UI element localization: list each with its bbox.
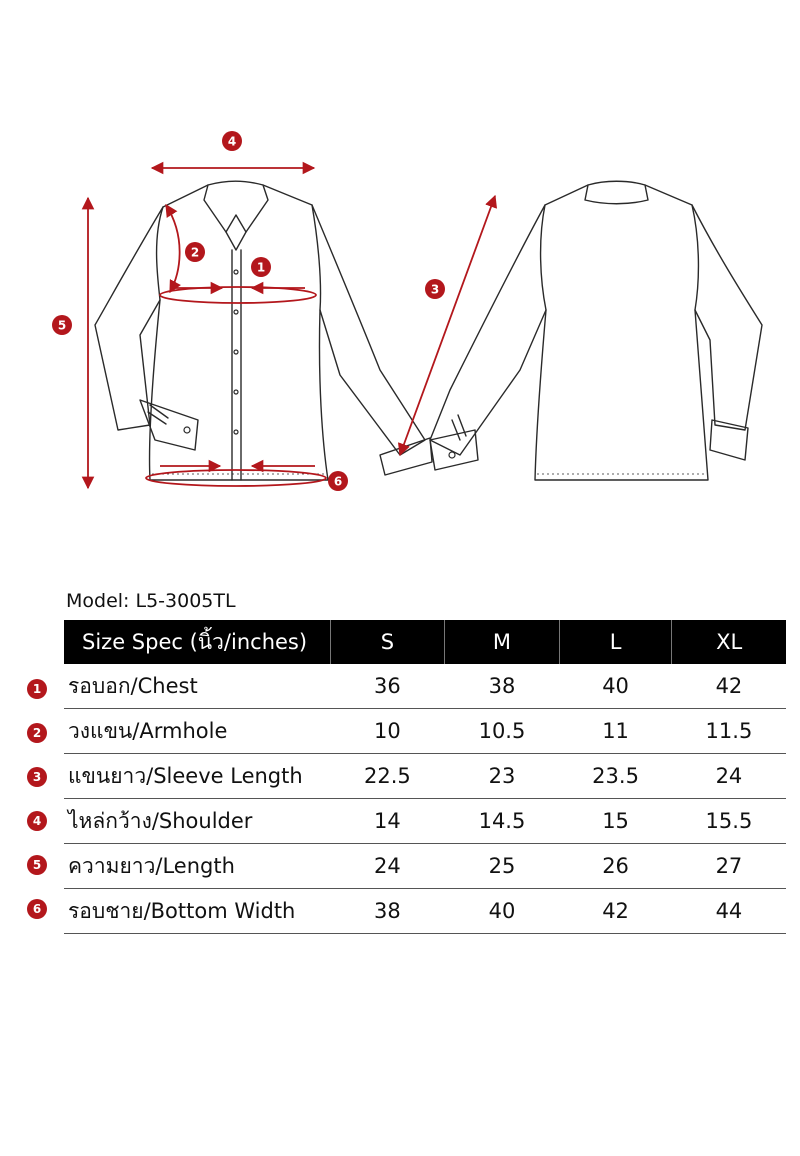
cell-value: 25: [445, 844, 560, 889]
front-left-sleeve: [95, 207, 163, 430]
row-marker-badge-3: 3: [27, 767, 47, 787]
shirt-measurement-diagram: [0, 0, 800, 520]
row-label: รอบอก/Chest: [64, 664, 330, 709]
marker-badge-1: [251, 257, 271, 277]
cell-value: 38: [445, 664, 560, 709]
marker-badge-2: [185, 242, 205, 262]
marker-badge-6: [328, 471, 348, 491]
armhole-curve: [166, 205, 180, 292]
cell-value: 23: [445, 754, 560, 799]
cell-value: 14: [330, 799, 445, 844]
cell-value: 40: [445, 889, 560, 934]
size-header-s: S: [330, 620, 445, 664]
size-header-l: L: [559, 620, 672, 664]
size-spec-table: [64, 620, 786, 934]
row-label: รอบชาย/Bottom Width: [64, 889, 330, 934]
measurement-lines: [88, 168, 495, 488]
cell-value: 42: [559, 889, 672, 934]
cell-value: 44: [672, 889, 786, 934]
back-shirt-body: [535, 185, 708, 480]
table-row-shoulder: [64, 799, 786, 844]
marker-badge-4: [222, 131, 242, 151]
back-left-cuff: [430, 430, 478, 470]
row-marker-badge-6: 6: [27, 899, 47, 919]
chest-ellipse: [160, 287, 316, 303]
cell-value: 24: [672, 754, 786, 799]
row-marker-badge-1: 1: [27, 679, 47, 699]
cell-value: 42: [672, 664, 786, 709]
svg-text:6: 6: [333, 474, 343, 489]
back-left-sleeve: [430, 205, 546, 455]
svg-text:1: 1: [256, 260, 266, 275]
cell-value: 15: [559, 799, 672, 844]
row-label: ความยาว/Length: [64, 844, 330, 889]
back-right-sleeve: [692, 205, 762, 430]
model-label: Model: L5-3005TL: [66, 590, 236, 612]
back-right-cuff: [710, 420, 748, 460]
front-right-sleeve: [312, 205, 425, 455]
table-header-row: [64, 620, 786, 664]
cell-value: 40: [559, 664, 672, 709]
cell-value: 10: [330, 709, 445, 754]
row-label: แขนยาว/Sleeve Length: [64, 754, 330, 799]
cell-value: 11.5: [672, 709, 786, 754]
svg-text:4: 4: [227, 134, 237, 149]
table-row-chest: [64, 664, 786, 709]
cell-value: 36: [330, 664, 445, 709]
svg-text:3: 3: [430, 282, 440, 297]
front-placket: [232, 250, 241, 480]
cell-value: 11: [559, 709, 672, 754]
table-header-label: Size Spec (นิ้ว/inches): [64, 620, 330, 664]
cell-value: 15.5: [672, 799, 786, 844]
table-row-armhole: [64, 709, 786, 754]
sleeve-length-arrow: [400, 196, 495, 455]
row-label: วงแขน/Armhole: [64, 709, 330, 754]
cell-value: 38: [330, 889, 445, 934]
back-shirt-drawing: [430, 181, 762, 480]
cell-value: 14.5: [445, 799, 560, 844]
cell-value: 27: [672, 844, 786, 889]
cell-value: 23.5: [559, 754, 672, 799]
svg-text:5: 5: [57, 318, 67, 333]
table-row-bottom-width: [64, 889, 786, 934]
row-marker-badge-4: 4: [27, 811, 47, 831]
front-shirt-drawing: [95, 181, 432, 480]
cell-value: 22.5: [330, 754, 445, 799]
svg-text:2: 2: [190, 245, 200, 260]
marker-badge-3: [425, 279, 445, 299]
cell-value: 24: [330, 844, 445, 889]
back-collar: [585, 181, 648, 204]
marker-badge-5: [52, 315, 72, 335]
size-header-xl: XL: [672, 620, 786, 664]
front-right-cuff: [380, 438, 432, 475]
size-header-m: M: [445, 620, 560, 664]
row-label: ไหล่กว้าง/Shoulder: [64, 799, 330, 844]
row-marker-badge-5: 5: [27, 855, 47, 875]
table-row-length: [64, 844, 786, 889]
bottom-width-ellipse: [146, 470, 326, 486]
table-row-sleeve-length: [64, 754, 786, 799]
row-marker-badge-2: 2: [27, 723, 47, 743]
cell-value: 26: [559, 844, 672, 889]
cell-value: 10.5: [445, 709, 560, 754]
